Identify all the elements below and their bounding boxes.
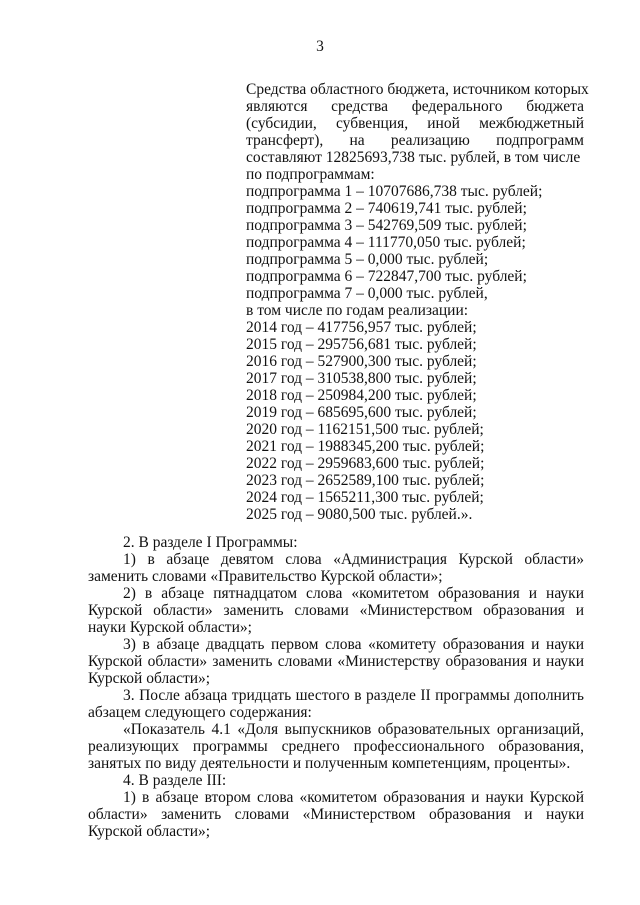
section-heading: 4. В разделе III: — [123, 772, 227, 789]
year-line: 2016 год – 527900,300 тыс. рублей; — [246, 353, 477, 370]
quoted-paragraph: «Показатель 4.1 «Доля выпускников образовательных организаций, реализующих программы среднего профессионального образования, занятых по виду деятельности и полученным компетенциям, проценты». — [88, 721, 584, 772]
subprogram-line: подпрограмма 1 – 10707686,738 тыс. рублей; — [246, 183, 543, 200]
year-line: 2023 год – 2652589,100 тыс. рублей; — [246, 472, 485, 489]
year-line: 2015 год – 295756,681 тыс. рублей; — [246, 336, 477, 353]
year-line: 2021 год – 1988345,200 тыс. рублей; — [246, 438, 485, 455]
year-line: 2024 год – 1565211,300 тыс. рублей; — [246, 489, 484, 506]
year-line: 2014 год – 417756,957 тыс. рублей; — [246, 319, 477, 336]
subprogram-line: подпрограмма 6 – 722847,700 тыс. рублей; — [246, 268, 527, 285]
funding-intro-line-2: являются средства федерального бюджета — [246, 98, 584, 115]
year-line: 2020 год – 1162151,500 тыс. рублей; — [246, 421, 484, 438]
year-line: 2025 год – 9080,500 тыс. рублей.». — [246, 506, 473, 523]
funding-intro-line-1: Средства областного бюджета, источником которых — [246, 81, 589, 98]
subprogram-line: подпрограмма 4 – 111770,050 тыс. рублей; — [246, 234, 526, 251]
funding-total: составляют 12825693,738 тыс. рублей, в том числе — [246, 149, 581, 166]
amendment-paragraph: 1) в абзаце девятом слова «Администрация Курской области» заменить словами «Правительство Курской области»; — [88, 551, 584, 585]
amendment-paragraph: 2) в абзаце пятнадцатом слова «комитетом образования и науки Курской области» заменить словами «Министерством образования и науки Курской области»; — [88, 585, 584, 636]
subprogram-line: подпрограмма 2 – 740619,741 тыс. рублей; — [246, 200, 527, 217]
amendments-block — [88, 534, 584, 840]
subprogram-line: подпрограмма 7 – 0,000 тыс. рублей, — [246, 285, 488, 302]
funding-intro-line-3: (субсидии, субвенция, иной межбюджетный — [246, 115, 584, 132]
year-line: 2019 год – 685695,600 тыс. рублей; — [246, 404, 477, 421]
year-line: 2022 год – 2959683,600 тыс. рублей; — [246, 455, 485, 472]
by-years-label: в том числе по годам реализации: — [246, 302, 469, 319]
amendment-paragraph: 1) в абзаце втором слова «комитетом образования и науки Курской области» заменить словами «Министерством образования и науки Курской области»; — [88, 789, 584, 840]
year-line: 2017 год – 310538,800 тыс. рублей; — [246, 370, 477, 387]
by-subprograms-label: по подпрограммам: — [246, 166, 375, 183]
funding-intro-line-4: трансферт), на реализацию подпрограмм — [246, 132, 584, 149]
amendment-paragraph: 3. После абзаца тридцать шестого в разделе II программы дополнить абзацем следующего содержания: — [88, 687, 584, 721]
funding-block — [246, 81, 589, 523]
section-heading: 2. В разделе I Программы: — [123, 534, 298, 551]
amendment-paragraph: 3) в абзаце двадцать первом слова «комитету образования и науки Курской области» заменить словами «Министерству образования и науки Курской области»; — [88, 636, 584, 687]
page-number: 3 — [316, 38, 324, 55]
year-line: 2018 год – 250984,200 тыс. рублей; — [246, 387, 477, 404]
subprogram-line: подпрограмма 3 – 542769,509 тыс. рублей; — [246, 217, 527, 234]
subprogram-line: подпрограмма 5 – 0,000 тыс. рублей; — [246, 251, 489, 268]
